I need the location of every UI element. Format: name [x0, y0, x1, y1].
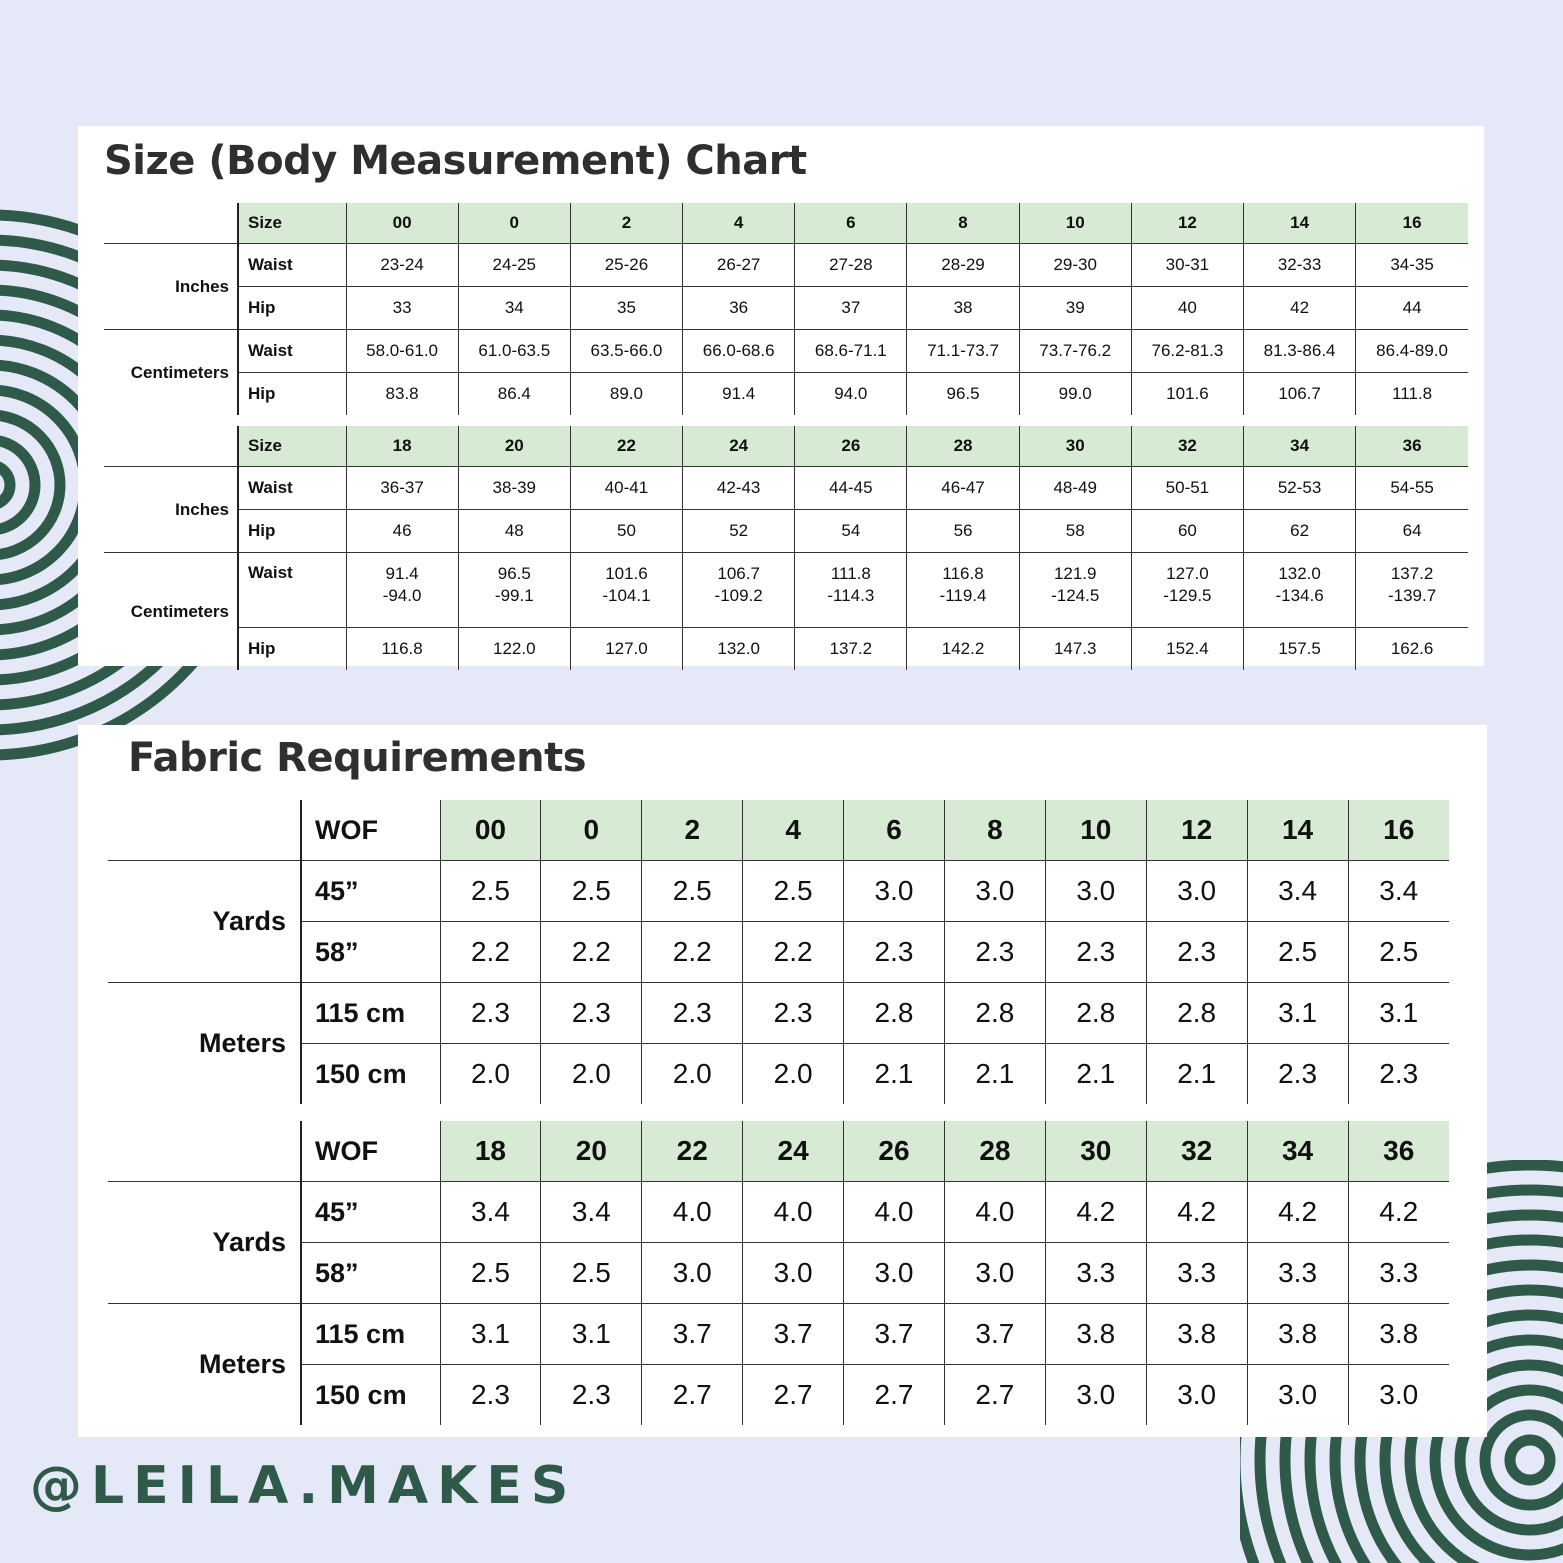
table-row [108, 1304, 1449, 1365]
value-cell: 54 [795, 510, 907, 553]
row-label: 45” [301, 1182, 440, 1243]
value-cell: 3.3 [1247, 1243, 1348, 1304]
value-cell: 2.5 [743, 861, 844, 922]
table-row [104, 330, 1468, 373]
value-cell: 2.3 [1348, 1044, 1449, 1105]
value-cell: 2.5 [1247, 922, 1348, 983]
size-header: 26 [844, 1121, 945, 1182]
fabric-table-2 [108, 1121, 1449, 1425]
value-cell: 48-49 [1019, 467, 1131, 510]
value-cell: 3.7 [642, 1304, 743, 1365]
value-cell: 132.0 -134.6 [1244, 553, 1356, 628]
size-header: 22 [570, 426, 682, 467]
value-cell: 132.0 [683, 628, 795, 671]
value-cell: 24-25 [458, 244, 570, 287]
size-header: 10 [1045, 800, 1146, 861]
value-cell: 2.2 [440, 922, 541, 983]
group-label: Centimeters [104, 553, 238, 671]
value-cell: 99.0 [1019, 373, 1131, 416]
value-cell: 50-51 [1131, 467, 1243, 510]
value-cell: 4.2 [1045, 1182, 1146, 1243]
value-cell: 94.0 [795, 373, 907, 416]
value-cell: 2.3 [1146, 922, 1247, 983]
value-cell: 4.2 [1348, 1182, 1449, 1243]
size-header: 8 [944, 800, 1045, 861]
size-header: 10 [1019, 203, 1131, 244]
value-cell: 137.2 -139.7 [1356, 553, 1468, 628]
row-label: 58” [301, 922, 440, 983]
value-cell: 46 [346, 510, 458, 553]
value-cell: 3.0 [844, 861, 945, 922]
value-cell: 2.3 [541, 1365, 642, 1426]
value-cell: 2.8 [944, 983, 1045, 1044]
value-cell: 2.8 [1146, 983, 1247, 1044]
value-cell: 147.3 [1019, 628, 1131, 671]
value-cell: 68.6-71.1 [795, 330, 907, 373]
value-cell: 4.2 [1247, 1182, 1348, 1243]
value-cell: 56 [907, 510, 1019, 553]
value-cell: 3.0 [844, 1243, 945, 1304]
fabric-table-1 [108, 800, 1449, 1104]
size-table-1 [104, 203, 1468, 415]
table-row [108, 1044, 1449, 1105]
value-cell: 73.7-76.2 [1019, 330, 1131, 373]
group-label: Yards [108, 1182, 301, 1304]
size-header: 8 [907, 203, 1019, 244]
table-row [104, 287, 1468, 330]
row-label: Waist [238, 244, 346, 287]
row-label: Waist [238, 330, 346, 373]
table-row [108, 922, 1449, 983]
table-row [104, 510, 1468, 553]
value-cell: 54-55 [1356, 467, 1468, 510]
value-cell: 3.8 [1348, 1304, 1449, 1365]
value-cell: 2.7 [944, 1365, 1045, 1426]
value-cell: 2.5 [440, 861, 541, 922]
value-cell: 3.1 [1247, 983, 1348, 1044]
fabric-requirements-card [78, 725, 1487, 1437]
size-header: 22 [642, 1121, 743, 1182]
value-cell: 36-37 [346, 467, 458, 510]
brand-handle: @LEILA.MAKES [30, 1456, 578, 1516]
value-cell: 58.0-61.0 [346, 330, 458, 373]
value-cell: 36 [683, 287, 795, 330]
size-header: 18 [346, 426, 458, 467]
value-cell: 40-41 [570, 467, 682, 510]
value-cell: 81.3-86.4 [1244, 330, 1356, 373]
value-cell: 3.3 [1348, 1243, 1449, 1304]
value-cell: 60 [1131, 510, 1243, 553]
value-cell: 2.7 [642, 1365, 743, 1426]
group-label: Inches [104, 467, 238, 553]
value-cell: 121.9 -124.5 [1019, 553, 1131, 628]
fabric-requirements-title: Fabric Requirements [128, 735, 586, 781]
value-cell: 44-45 [795, 467, 907, 510]
value-cell: 3.4 [1348, 861, 1449, 922]
value-cell: 101.6 [1131, 373, 1243, 416]
value-cell: 29-30 [1019, 244, 1131, 287]
value-cell: 34-35 [1356, 244, 1468, 287]
value-cell: 3.7 [944, 1304, 1045, 1365]
value-cell: 3.0 [1146, 1365, 1247, 1426]
value-cell: 106.7 [1244, 373, 1356, 416]
header-label: Size [238, 203, 346, 244]
header-label: Size [238, 426, 346, 467]
value-cell: 3.4 [440, 1182, 541, 1243]
size-header: 16 [1348, 800, 1449, 861]
value-cell: 3.3 [1146, 1243, 1247, 1304]
group-label: Inches [104, 244, 238, 330]
value-cell: 111.8 -114.3 [795, 553, 907, 628]
size-header: 14 [1247, 800, 1348, 861]
value-cell: 64 [1356, 510, 1468, 553]
value-cell: 157.5 [1244, 628, 1356, 671]
size-header: 20 [541, 1121, 642, 1182]
value-cell: 96.5 [907, 373, 1019, 416]
size-header: 4 [743, 800, 844, 861]
size-header: 12 [1146, 800, 1247, 861]
value-cell: 76.2-81.3 [1131, 330, 1243, 373]
size-header: 2 [570, 203, 682, 244]
size-header: 0 [458, 203, 570, 244]
value-cell: 3.8 [1247, 1304, 1348, 1365]
value-cell: 2.3 [642, 983, 743, 1044]
table-row [108, 861, 1449, 922]
size-chart-title: Size (Body Measurement) Chart [104, 138, 807, 184]
size-header: 28 [907, 426, 1019, 467]
value-cell: 3.0 [1045, 1365, 1146, 1426]
value-cell: 44 [1356, 287, 1468, 330]
value-cell: 2.1 [844, 1044, 945, 1105]
value-cell: 2.3 [440, 1365, 541, 1426]
size-header: 36 [1356, 426, 1468, 467]
value-cell: 3.0 [1348, 1365, 1449, 1426]
value-cell: 2.3 [1247, 1044, 1348, 1105]
value-cell: 3.7 [844, 1304, 945, 1365]
value-cell: 2.8 [844, 983, 945, 1044]
value-cell: 2.7 [844, 1365, 945, 1426]
row-label: 58” [301, 1243, 440, 1304]
row-label: Hip [238, 287, 346, 330]
value-cell: 34 [458, 287, 570, 330]
value-cell: 48 [458, 510, 570, 553]
value-cell: 33 [346, 287, 458, 330]
value-cell: 3.0 [743, 1243, 844, 1304]
row-label: Hip [238, 373, 346, 416]
row-label: Waist [238, 467, 346, 510]
size-header: 4 [683, 203, 795, 244]
value-cell: 142.2 [907, 628, 1019, 671]
value-cell: 28-29 [907, 244, 1019, 287]
row-label: Hip [238, 628, 346, 671]
value-cell: 52 [683, 510, 795, 553]
group-label: Meters [108, 1304, 301, 1426]
value-cell: 3.0 [1247, 1365, 1348, 1426]
value-cell: 35 [570, 287, 682, 330]
value-cell: 122.0 [458, 628, 570, 671]
value-cell: 116.8 [346, 628, 458, 671]
value-cell: 30-31 [1131, 244, 1243, 287]
table-row [104, 628, 1468, 671]
size-header: 34 [1244, 426, 1356, 467]
value-cell: 2.2 [541, 922, 642, 983]
value-cell: 27-28 [795, 244, 907, 287]
value-cell: 3.1 [440, 1304, 541, 1365]
row-label: 115 cm [301, 1304, 440, 1365]
value-cell: 2.5 [1348, 922, 1449, 983]
value-cell: 2.7 [743, 1365, 844, 1426]
size-header: 30 [1045, 1121, 1146, 1182]
value-cell: 50 [570, 510, 682, 553]
table-row [108, 983, 1449, 1044]
table-row [104, 244, 1468, 287]
group-label: Meters [108, 983, 301, 1105]
value-cell: 26-27 [683, 244, 795, 287]
value-cell: 4.0 [743, 1182, 844, 1243]
value-cell: 42-43 [683, 467, 795, 510]
size-header: 26 [795, 426, 907, 467]
value-cell: 3.8 [1045, 1304, 1146, 1365]
value-cell: 127.0 [570, 628, 682, 671]
header-label: WOF [301, 800, 440, 861]
size-header: 00 [346, 203, 458, 244]
value-cell: 101.6 -104.1 [570, 553, 682, 628]
table-row [108, 1182, 1449, 1243]
size-header: 28 [944, 1121, 1045, 1182]
table-row [108, 1365, 1449, 1426]
table-row [104, 553, 1468, 628]
size-header: 24 [743, 1121, 844, 1182]
value-cell: 89.0 [570, 373, 682, 416]
size-header: 32 [1146, 1121, 1247, 1182]
value-cell: 3.1 [1348, 983, 1449, 1044]
size-header: 0 [541, 800, 642, 861]
header-label: WOF [301, 1121, 440, 1182]
size-table-2 [104, 426, 1468, 670]
value-cell: 23-24 [346, 244, 458, 287]
value-cell: 2.0 [541, 1044, 642, 1105]
value-cell: 2.3 [440, 983, 541, 1044]
size-header: 34 [1247, 1121, 1348, 1182]
value-cell: 3.4 [1247, 861, 1348, 922]
value-cell: 62 [1244, 510, 1356, 553]
value-cell: 66.0-68.6 [683, 330, 795, 373]
value-cell: 2.0 [440, 1044, 541, 1105]
value-cell: 3.0 [1045, 861, 1146, 922]
value-cell: 2.5 [541, 1243, 642, 1304]
row-label: Hip [238, 510, 346, 553]
size-header: 30 [1019, 426, 1131, 467]
row-label: 115 cm [301, 983, 440, 1044]
size-header: 32 [1131, 426, 1243, 467]
value-cell: 4.2 [1146, 1182, 1247, 1243]
value-cell: 2.3 [944, 922, 1045, 983]
size-header: 20 [458, 426, 570, 467]
row-label: 150 cm [301, 1044, 440, 1105]
value-cell: 152.4 [1131, 628, 1243, 671]
value-cell: 3.1 [541, 1304, 642, 1365]
value-cell: 116.8 -119.4 [907, 553, 1019, 628]
value-cell: 63.5-66.0 [570, 330, 682, 373]
value-cell: 3.0 [944, 861, 1045, 922]
value-cell: 25-26 [570, 244, 682, 287]
group-label: Centimeters [104, 330, 238, 416]
value-cell: 2.2 [642, 922, 743, 983]
value-cell: 37 [795, 287, 907, 330]
value-cell: 2.5 [642, 861, 743, 922]
value-cell: 2.5 [541, 861, 642, 922]
value-cell: 38-39 [458, 467, 570, 510]
value-cell: 96.5 -99.1 [458, 553, 570, 628]
value-cell: 137.2 [795, 628, 907, 671]
value-cell: 4.0 [844, 1182, 945, 1243]
size-header: 6 [795, 203, 907, 244]
size-header: 14 [1244, 203, 1356, 244]
value-cell: 2.3 [1045, 922, 1146, 983]
value-cell: 2.1 [944, 1044, 1045, 1105]
value-cell: 162.6 [1356, 628, 1468, 671]
value-cell: 39 [1019, 287, 1131, 330]
value-cell: 2.2 [743, 922, 844, 983]
value-cell: 2.0 [743, 1044, 844, 1105]
value-cell: 3.0 [1146, 861, 1247, 922]
value-cell: 83.8 [346, 373, 458, 416]
value-cell: 2.3 [844, 922, 945, 983]
value-cell: 127.0 -129.5 [1131, 553, 1243, 628]
value-cell: 111.8 [1356, 373, 1468, 416]
value-cell: 3.0 [944, 1243, 1045, 1304]
size-chart-card [78, 126, 1484, 666]
value-cell: 2.8 [1045, 983, 1146, 1044]
value-cell: 32-33 [1244, 244, 1356, 287]
value-cell: 91.4 [683, 373, 795, 416]
size-header: 2 [642, 800, 743, 861]
value-cell: 40 [1131, 287, 1243, 330]
value-cell: 86.4-89.0 [1356, 330, 1468, 373]
value-cell: 4.0 [944, 1182, 1045, 1243]
value-cell: 3.0 [642, 1243, 743, 1304]
value-cell: 2.1 [1146, 1044, 1247, 1105]
group-label: Yards [108, 861, 301, 983]
value-cell: 2.3 [743, 983, 844, 1044]
row-label: 45” [301, 861, 440, 922]
value-cell: 91.4 -94.0 [346, 553, 458, 628]
value-cell: 58 [1019, 510, 1131, 553]
size-header: 6 [844, 800, 945, 861]
size-header: 00 [440, 800, 541, 861]
size-header: 12 [1131, 203, 1243, 244]
value-cell: 86.4 [458, 373, 570, 416]
row-label: Waist [238, 553, 346, 628]
value-cell: 2.5 [440, 1243, 541, 1304]
table-row [104, 467, 1468, 510]
value-cell: 38 [907, 287, 1019, 330]
size-header: 24 [683, 426, 795, 467]
value-cell: 3.3 [1045, 1243, 1146, 1304]
value-cell: 106.7 -109.2 [683, 553, 795, 628]
value-cell: 3.8 [1146, 1304, 1247, 1365]
size-header: 36 [1348, 1121, 1449, 1182]
size-header: 16 [1356, 203, 1468, 244]
value-cell: 71.1-73.7 [907, 330, 1019, 373]
value-cell: 46-47 [907, 467, 1019, 510]
row-label: 150 cm [301, 1365, 440, 1426]
value-cell: 2.1 [1045, 1044, 1146, 1105]
table-row [108, 1243, 1449, 1304]
value-cell: 4.0 [642, 1182, 743, 1243]
value-cell: 2.0 [642, 1044, 743, 1105]
size-header: 18 [440, 1121, 541, 1182]
value-cell: 61.0-63.5 [458, 330, 570, 373]
table-row [104, 373, 1468, 416]
value-cell: 52-53 [1244, 467, 1356, 510]
value-cell: 42 [1244, 287, 1356, 330]
value-cell: 2.3 [541, 983, 642, 1044]
value-cell: 3.4 [541, 1182, 642, 1243]
value-cell: 3.7 [743, 1304, 844, 1365]
